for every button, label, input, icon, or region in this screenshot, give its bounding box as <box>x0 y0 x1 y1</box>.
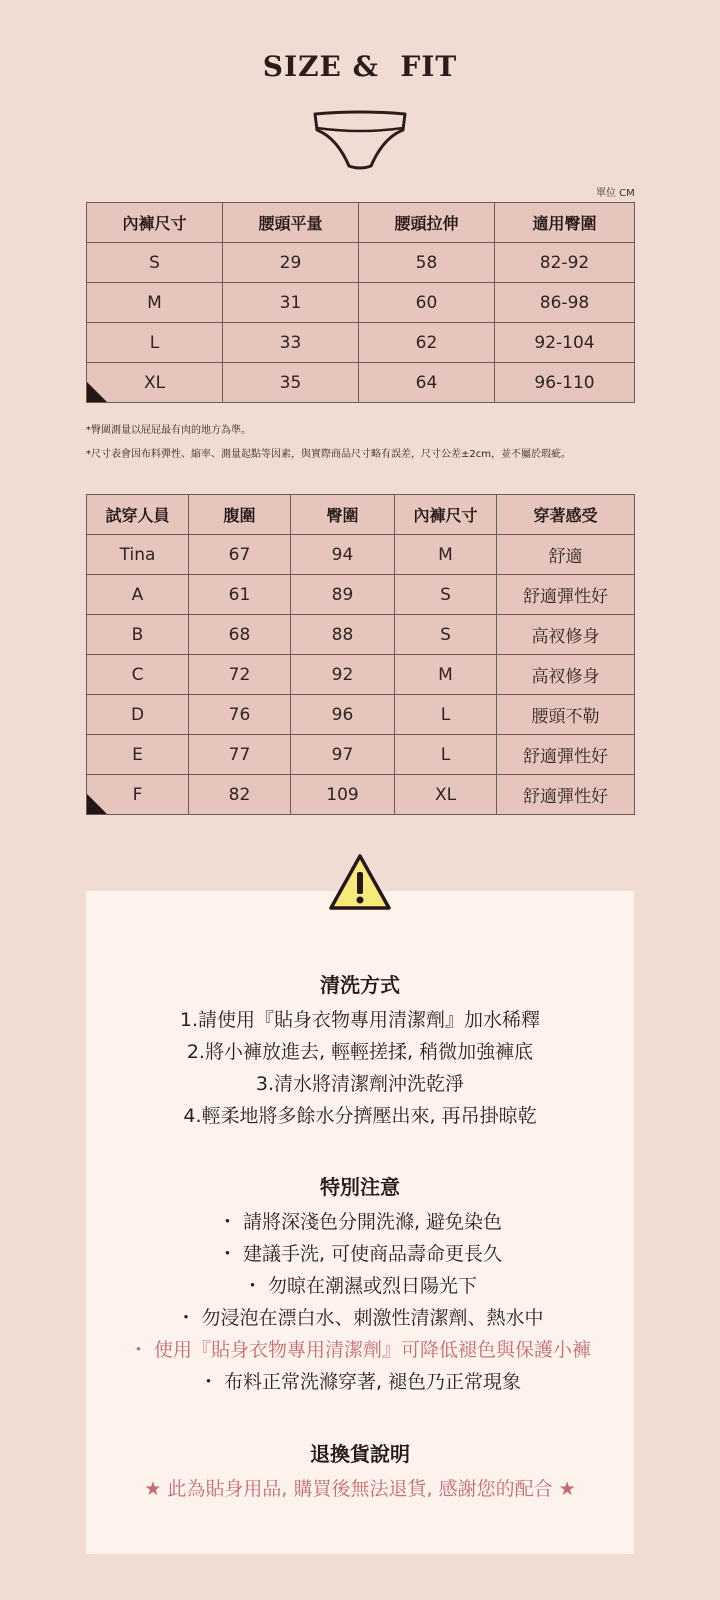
table-cell: C <box>87 655 189 695</box>
size-chart-table <box>86 202 635 403</box>
notice-item: ・ 勿晾在潮濕或烈日陽光下 <box>242 1275 478 1297</box>
header-cell: 試穿人員 <box>87 495 189 535</box>
table-row <box>87 695 635 735</box>
table-row <box>87 243 635 283</box>
table-row <box>87 283 635 323</box>
table-cell: 67 <box>189 535 291 575</box>
warning-triangle-icon <box>327 852 393 912</box>
table-cell: B <box>87 615 189 655</box>
header-cell: 臀圍 <box>291 495 395 535</box>
table-cell: 77 <box>189 735 291 775</box>
header-cell: 腰頭拉伸 <box>359 203 495 243</box>
table-cell: 97 <box>291 735 395 775</box>
try-on-header-row <box>87 495 635 535</box>
table-cell: L <box>395 695 497 735</box>
table-cell: 舒適 <box>497 535 635 575</box>
table-cell: 82-92 <box>495 243 635 283</box>
table-cell: 94 <box>291 535 395 575</box>
table-cell: 89 <box>291 575 395 615</box>
notice-item: ・ 勿浸泡在漂白水、刺激性清潔劑、熱水中 <box>176 1307 544 1329</box>
table-cell: XL <box>395 775 497 815</box>
unit-label: 單位 CM <box>596 188 635 199</box>
table-cell: M <box>395 535 497 575</box>
table-cell: Tina <box>87 535 189 575</box>
return-title: 退換貨說明 <box>310 1442 410 1466</box>
table-cell-text: F <box>132 784 143 805</box>
table-cell: 腰頭不勒 <box>497 695 635 735</box>
table-cell: 29 <box>223 243 359 283</box>
header-cell: 穿著感受 <box>497 495 635 535</box>
briefs-outline-icon <box>311 108 409 174</box>
table-cell: L <box>395 735 497 775</box>
table-cell: 62 <box>359 323 495 363</box>
table-cell: 舒適彈性好 <box>497 775 635 815</box>
table-row <box>87 363 635 403</box>
header-cell: 腹圍 <box>189 495 291 535</box>
table-cell: L <box>87 323 223 363</box>
table-cell: 92 <box>291 655 395 695</box>
table-row <box>87 615 635 655</box>
try-on-table <box>86 494 635 815</box>
table-cell: 舒適彈性好 <box>497 735 635 775</box>
table-cell-text: XL <box>143 372 166 393</box>
washing-step: 1.請使用『貼身衣物專用清潔劑』加水稀釋 <box>179 1009 541 1031</box>
size-note-tolerance: *尺寸表會因布料彈性、縮率、測量起點等因素，與實際商品尺寸略有誤差，尺寸公差±2cm，並不屬於瑕疵。 <box>86 449 571 460</box>
table-cell: 92-104 <box>495 323 635 363</box>
table-cell-with-corner <box>87 363 223 403</box>
table-cell: 高衩修身 <box>497 655 635 695</box>
table-row <box>87 323 635 363</box>
table-cell: 82 <box>189 775 291 815</box>
table-cell: 96-110 <box>495 363 635 403</box>
table-cell: M <box>87 283 223 323</box>
table-cell: S <box>395 575 497 615</box>
notice-item: ・ 布料正常洗滌穿著, 褪色乃正常現象 <box>198 1371 522 1393</box>
table-row <box>87 775 635 815</box>
size-note-hip: *臀圍測量以屁屁最有肉的地方為準。 <box>86 425 251 436</box>
washing-step: 4.輕柔地將多餘水分擠壓出來, 再吊掛晾乾 <box>183 1105 537 1127</box>
table-row <box>87 735 635 775</box>
table-row <box>87 535 635 575</box>
table-cell: 舒適彈性好 <box>497 575 635 615</box>
table-cell: 96 <box>291 695 395 735</box>
header-cell: 內褲尺寸 <box>395 495 497 535</box>
header-cell: 內褲尺寸 <box>87 203 223 243</box>
washing-title: 清洗方式 <box>320 973 400 997</box>
table-cell: 76 <box>189 695 291 735</box>
notice-item: ・ 建議手洗, 可使商品壽命更長久 <box>217 1243 503 1265</box>
table-cell: 88 <box>291 615 395 655</box>
table-cell: 72 <box>189 655 291 695</box>
header-cell: 適用臀圍 <box>495 203 635 243</box>
notice-title: 特別注意 <box>320 1175 400 1199</box>
table-cell: 60 <box>359 283 495 323</box>
table-cell: 61 <box>189 575 291 615</box>
table-cell: 64 <box>359 363 495 403</box>
washing-step: 3.清水將清潔劑沖洗乾淨 <box>255 1073 465 1095</box>
table-cell: E <box>87 735 189 775</box>
table-cell: 31 <box>223 283 359 323</box>
corner-triangle-decoration <box>87 382 107 402</box>
table-row <box>87 655 635 695</box>
table-cell: 86-98 <box>495 283 635 323</box>
table-cell-with-corner <box>87 775 189 815</box>
care-instructions-panel <box>86 891 634 1554</box>
notice-item-highlight: ・ 使用『貼身衣物專用清潔劑』可降低褪色與保護小褲 <box>128 1339 592 1361</box>
notice-item: ・ 請將深淺色分開洗滌, 避免染色 <box>217 1211 503 1233</box>
page-title: SIZE & FIT <box>262 50 458 83</box>
table-cell: 33 <box>223 323 359 363</box>
table-cell: S <box>395 615 497 655</box>
table-cell: D <box>87 695 189 735</box>
table-cell: 58 <box>359 243 495 283</box>
washing-step: 2.將小褲放進去, 輕輕搓揉, 稍微加強褲底 <box>186 1041 534 1063</box>
table-cell: S <box>87 243 223 283</box>
table-row <box>87 575 635 615</box>
table-cell: 35 <box>223 363 359 403</box>
table-cell: M <box>395 655 497 695</box>
table-cell: 高衩修身 <box>497 615 635 655</box>
corner-triangle-decoration <box>87 794 107 814</box>
return-policy-text: ★ 此為貼身用品, 購買後無法退貨, 感謝您的配合 ★ <box>144 1478 576 1500</box>
header-cell: 腰頭平量 <box>223 203 359 243</box>
table-cell: 109 <box>291 775 395 815</box>
table-cell: A <box>87 575 189 615</box>
table-cell: 68 <box>189 615 291 655</box>
size-chart-header-row <box>87 203 635 243</box>
